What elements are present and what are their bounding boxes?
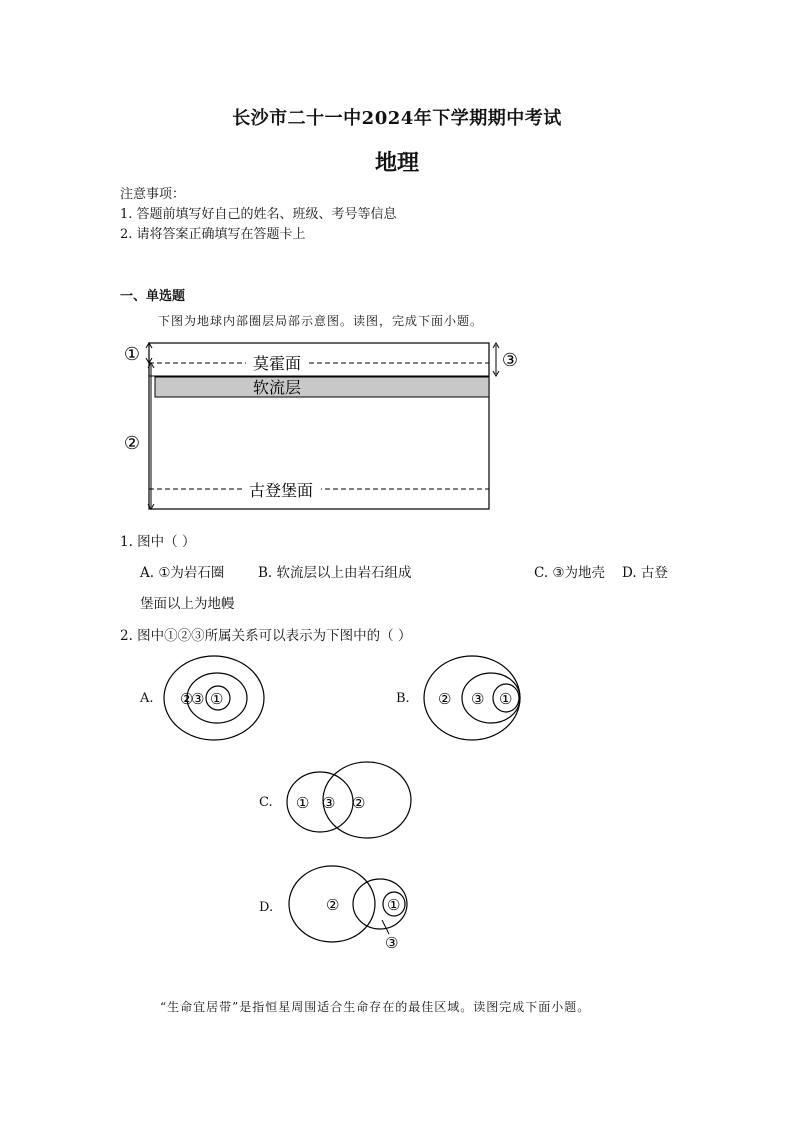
- gutenberg-label: 古登堡面: [248, 481, 314, 500]
- circle-label-three: ③: [322, 794, 336, 812]
- note-item-2: 2. 请将答案正确填写在答题卡上: [120, 227, 306, 242]
- q1-option-c: C. ③为地壳: [534, 565, 606, 581]
- q2-option-d-diagram: [282, 862, 416, 954]
- q1-option-b: B. 软流层以上由岩石组成: [258, 565, 412, 581]
- circle-two: [323, 762, 411, 838]
- q2-option-c-label: C.: [259, 795, 273, 810]
- question-2-stem: 2. 图中①②③所属关系可以表示为下图中的（ ）: [120, 628, 412, 644]
- q2-option-a-diagram: [160, 652, 270, 744]
- q2-option-d-label: D.: [259, 900, 274, 915]
- label-two: ②: [123, 433, 141, 454]
- note-item-1: 1. 答题前填写好自己的姓名、班级、考号等信息: [120, 207, 397, 222]
- circle-label-two: ②: [352, 794, 366, 812]
- circle-label-three: ③: [191, 690, 205, 708]
- moho-label: 莫霍面: [252, 354, 302, 373]
- section-intro: 下图为地球内部圈层局部示意图。读图，完成下面小题。: [158, 314, 484, 328]
- subject-title: 地理: [374, 150, 419, 176]
- q2-option-a-label: A.: [140, 691, 154, 706]
- q2-option-b-label: B.: [396, 691, 410, 706]
- question-1-stem: 1. 图中（ ）: [120, 534, 196, 550]
- q2-option-b-diagram: [420, 652, 530, 744]
- q2-option-c-diagram: [282, 758, 416, 844]
- exam-title: 长沙市二十一中2024年下学期期中考试: [232, 108, 562, 129]
- asthenosphere-band: [155, 377, 489, 397]
- q1-option-d: D. 古登: [622, 565, 668, 581]
- label-one: ①: [123, 344, 141, 365]
- q1-option-a: A. ①为岩石圈: [140, 565, 225, 581]
- earth-interior-diagram: [118, 336, 528, 516]
- notes-heading: 注意事项：: [120, 187, 186, 202]
- label-three: ③: [501, 350, 519, 371]
- pointer-line: [382, 920, 389, 934]
- section-2-intro: “生命宜居带”是指恒星周围适合生命存在的最佳区域。读图完成下面小题。: [160, 1000, 591, 1014]
- circle-label-two: ②: [180, 690, 194, 708]
- section-heading: 一、单选题: [120, 289, 186, 304]
- circle-label-three: ③: [385, 934, 399, 952]
- circle-label-three: ③: [471, 690, 485, 708]
- circle-label-one: ①: [296, 794, 310, 812]
- circle-label-one: ①: [499, 690, 513, 708]
- circle-label-two: ②: [438, 690, 452, 708]
- q1-option-d-continued: 堡面以上为地幔: [140, 596, 235, 612]
- circle-label-one: ①: [387, 896, 401, 914]
- circle-label-two: ②: [326, 896, 340, 914]
- circle-label-one: ①: [210, 690, 224, 708]
- asthenosphere-label: 软流层: [252, 378, 302, 397]
